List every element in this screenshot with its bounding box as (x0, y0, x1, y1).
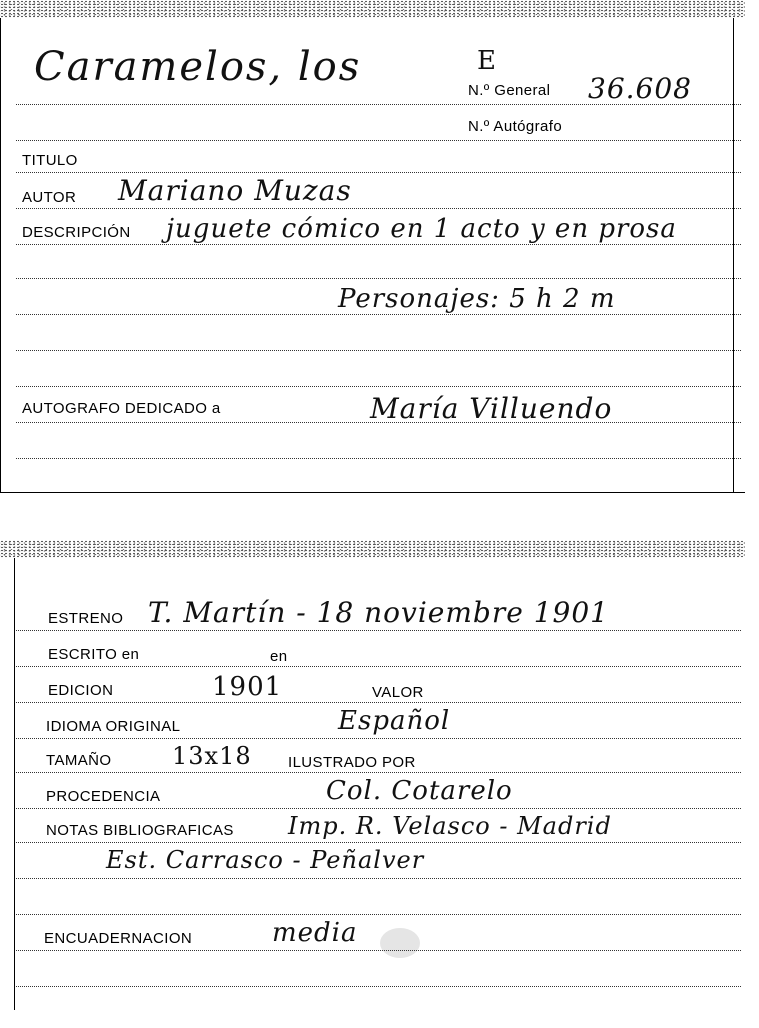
dedicado-value: María Villuendo (370, 392, 613, 425)
rule-line (16, 914, 741, 915)
rule-line (16, 986, 741, 987)
rule-line (16, 386, 741, 387)
rule-line (16, 772, 741, 773)
edicion-value: 1901 (212, 672, 283, 702)
rule-line (16, 666, 741, 667)
rule-line (16, 350, 741, 351)
edicion-label: EDICION (48, 682, 114, 699)
card-right-edge (733, 18, 734, 492)
general-mark: E (477, 46, 497, 76)
stain-mark (380, 928, 420, 958)
procedencia-value: Col. Cotarelo (326, 776, 513, 806)
personajes-value: Personajes: 5 h 2 m (338, 284, 616, 314)
escrito-en-label: en (270, 648, 288, 665)
catalog-card-front (0, 0, 745, 493)
title-handwritten: Caramelos, los (34, 44, 362, 90)
notas-label: NOTAS BIBLIOGRAFICAS (46, 822, 234, 839)
rule-line (16, 630, 741, 631)
notas-value: Imp. R. Velasco - Madrid (288, 812, 612, 840)
rule-line (16, 878, 741, 879)
estreno-label: ESTRENO (48, 610, 124, 627)
rule-line (16, 104, 741, 105)
general-number-value: 36.608 (588, 72, 692, 105)
rule-line (16, 314, 741, 315)
rule-line (16, 208, 741, 209)
card-left-edge (14, 558, 15, 1010)
card-left-edge (0, 18, 1, 492)
idioma-label: IDIOMA ORIGINAL (46, 718, 181, 735)
notas-value-line2: Est. Carrasco - Peñalver (106, 846, 425, 874)
escrito-label: ESCRITO en (48, 646, 140, 663)
rule-line (16, 458, 741, 459)
tamano-label: TAMAÑO (46, 752, 112, 769)
rule-line (16, 950, 741, 951)
ilustrado-label: ILUSTRADO POR (288, 754, 416, 771)
rule-line (16, 172, 741, 173)
titulo-label: TITULO (22, 152, 78, 169)
scan-noise-top (0, 0, 745, 18)
autor-value: Mariano Muzas (118, 174, 352, 207)
rule-line (16, 140, 741, 141)
estreno-value: T. Martín - 18 noviembre 1901 (148, 596, 609, 629)
rule-line (16, 738, 741, 739)
dedicado-label: AUTOGRAFO DEDICADO a (22, 400, 221, 417)
rule-line (16, 244, 741, 245)
rule-line (16, 808, 741, 809)
rule-line (16, 422, 741, 423)
tamano-value: 13x18 (172, 742, 252, 770)
autor-label: AUTOR (22, 189, 77, 206)
idioma-value: Español (338, 706, 451, 736)
rule-line (16, 702, 741, 703)
general-number-label: N.º General (468, 82, 551, 99)
descripcion-value: juguete cómico en 1 acto y en prosa (166, 214, 677, 244)
rule-line (16, 842, 741, 843)
encuadernacion-value: media (272, 918, 358, 948)
rule-line (16, 278, 741, 279)
autografo-number-label: N.º Autógrafo (468, 118, 563, 135)
valor-label: VALOR (372, 684, 424, 701)
catalog-card-back (0, 540, 745, 1010)
procedencia-label: PROCEDENCIA (46, 788, 161, 805)
encuadernacion-label: ENCUADERNACION (44, 930, 193, 947)
descripcion-label: DESCRIPCIÓN (22, 224, 131, 241)
scan-noise-top (0, 540, 745, 558)
